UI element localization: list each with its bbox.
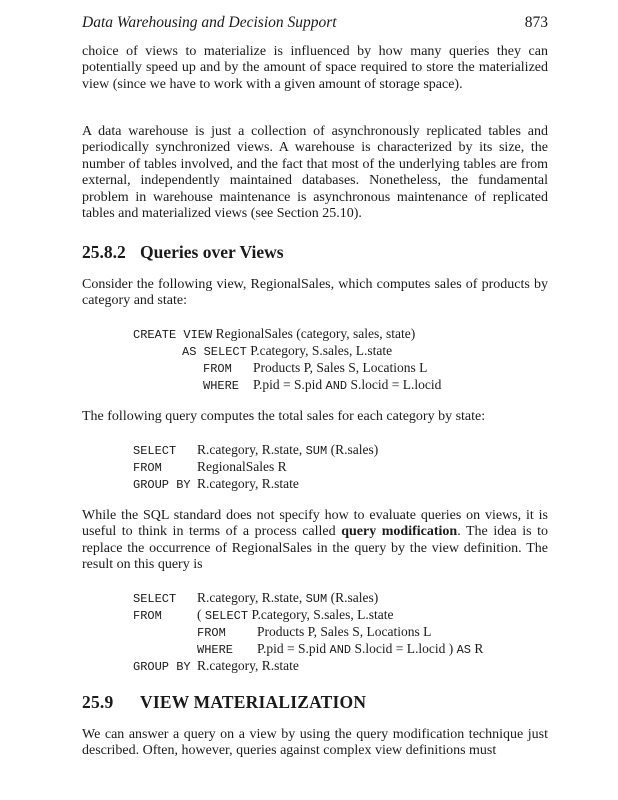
code-text: Products P, Sales S, Locations L [257,624,432,639]
code-select-regional-sales [133,442,553,494]
code-text: RegionalSales (category, sales, state) [215,326,416,341]
section-heading-view-materialization [82,692,366,713]
text-run: While the SQL standard does not specify how to evaluate queries on views, it is useful to think in terms of a process called [82,508,548,540]
code-text: R.category, R.state [197,658,299,673]
sql-keyword: AND [329,643,352,657]
paragraph-consider-view: Consider the following view, RegionalSales, which computes sales of products by category and state: [82,277,548,309]
text-run: . The idea is to replace the occurrence of RegionalSales in the query by the view definition. The result on this query is [82,524,548,573]
code-text: ( [197,607,202,622]
sql-keyword: AND [325,379,348,393]
section-number: 25.8.2 [82,242,126,262]
paragraph-data-warehouse: A data warehouse is just a collection of asynchronously replicated tables and periodically synchronized views. A warehouse is characterized by its size, the number of tables involved, and the fact that most of the underlying tables are from external, independently maintained databases. Nonetheless, the fundamental problem in warehouse maintenance is asynchronous maintenance of replicated tables and materialized views (see Section 25.10). [82,124,548,222]
sql-keyword: FROM [197,626,226,640]
running-header [82,14,548,34]
code-text: P.category, S.sales, L.state [251,607,394,622]
code-text: R.category, R.state, [197,442,303,457]
code-text: P.category, S.sales, L.state [250,343,393,358]
sql-keyword: AS SELECT [182,345,247,359]
term-query-modification: query modification [341,524,458,540]
sql-keyword: SUM [305,592,328,606]
code-text: Products P, Sales S, Locations L [253,360,428,375]
sql-keyword: GROUP BY [133,478,191,492]
sql-keyword: FROM [203,362,232,376]
section-heading-queries-over-views [82,242,284,263]
sql-keyword: SUM [305,444,328,458]
code-modified-query [133,590,553,678]
sql-keyword: GROUP BY [133,660,191,674]
sql-keyword: SELECT [204,609,249,623]
sql-keyword: AS [456,643,472,657]
code-text: P.pid = S.pid [257,641,327,656]
code-text: RegionalSales R [197,459,287,474]
code-text: (R.sales) [330,590,379,605]
paragraph-materialize-choice: choice of views to materialize is influenced by how many queries they can potentially speed up and by the amount of space required to store the materialized view (since we have to work with a given amount of storage space). [82,44,548,92]
code-create-view [133,326,553,396]
sql-keyword: CREATE VIEW [133,328,213,342]
sql-keyword: FROM [133,609,162,623]
code-text: R.category, R.state [197,476,299,491]
page-number: 873 [524,14,548,31]
code-text: (R.sales) [330,442,379,457]
code-text: R.category, R.state, [197,590,303,605]
code-text: S.locid = L.locid ) [354,641,454,656]
sql-keyword: SELECT [133,592,177,606]
sql-keyword: WHERE [203,379,240,393]
section-number: 25.9 [82,692,114,712]
sql-keyword: WHERE [197,643,234,657]
paragraph-query-modification [82,508,548,574]
sql-keyword: FROM [133,461,162,475]
code-text: P.pid = S.pid [253,377,323,392]
section-title: Queries over Views [140,242,284,262]
paragraph-answer-query: We can answer a query on a view by using the query modification technique just described. Often, however, queries against complex view definitions must [82,727,548,759]
paragraph-following-query: The following query computes the total sales for each category by state: [82,409,486,424]
code-text: S.locid = L.locid [350,377,442,392]
sql-keyword: SELECT [133,444,177,458]
section-title: VIEW MATERIALIZATION [140,692,367,712]
code-text: R [474,641,484,656]
running-header-title: Data Warehousing and Decision Support [82,14,337,31]
